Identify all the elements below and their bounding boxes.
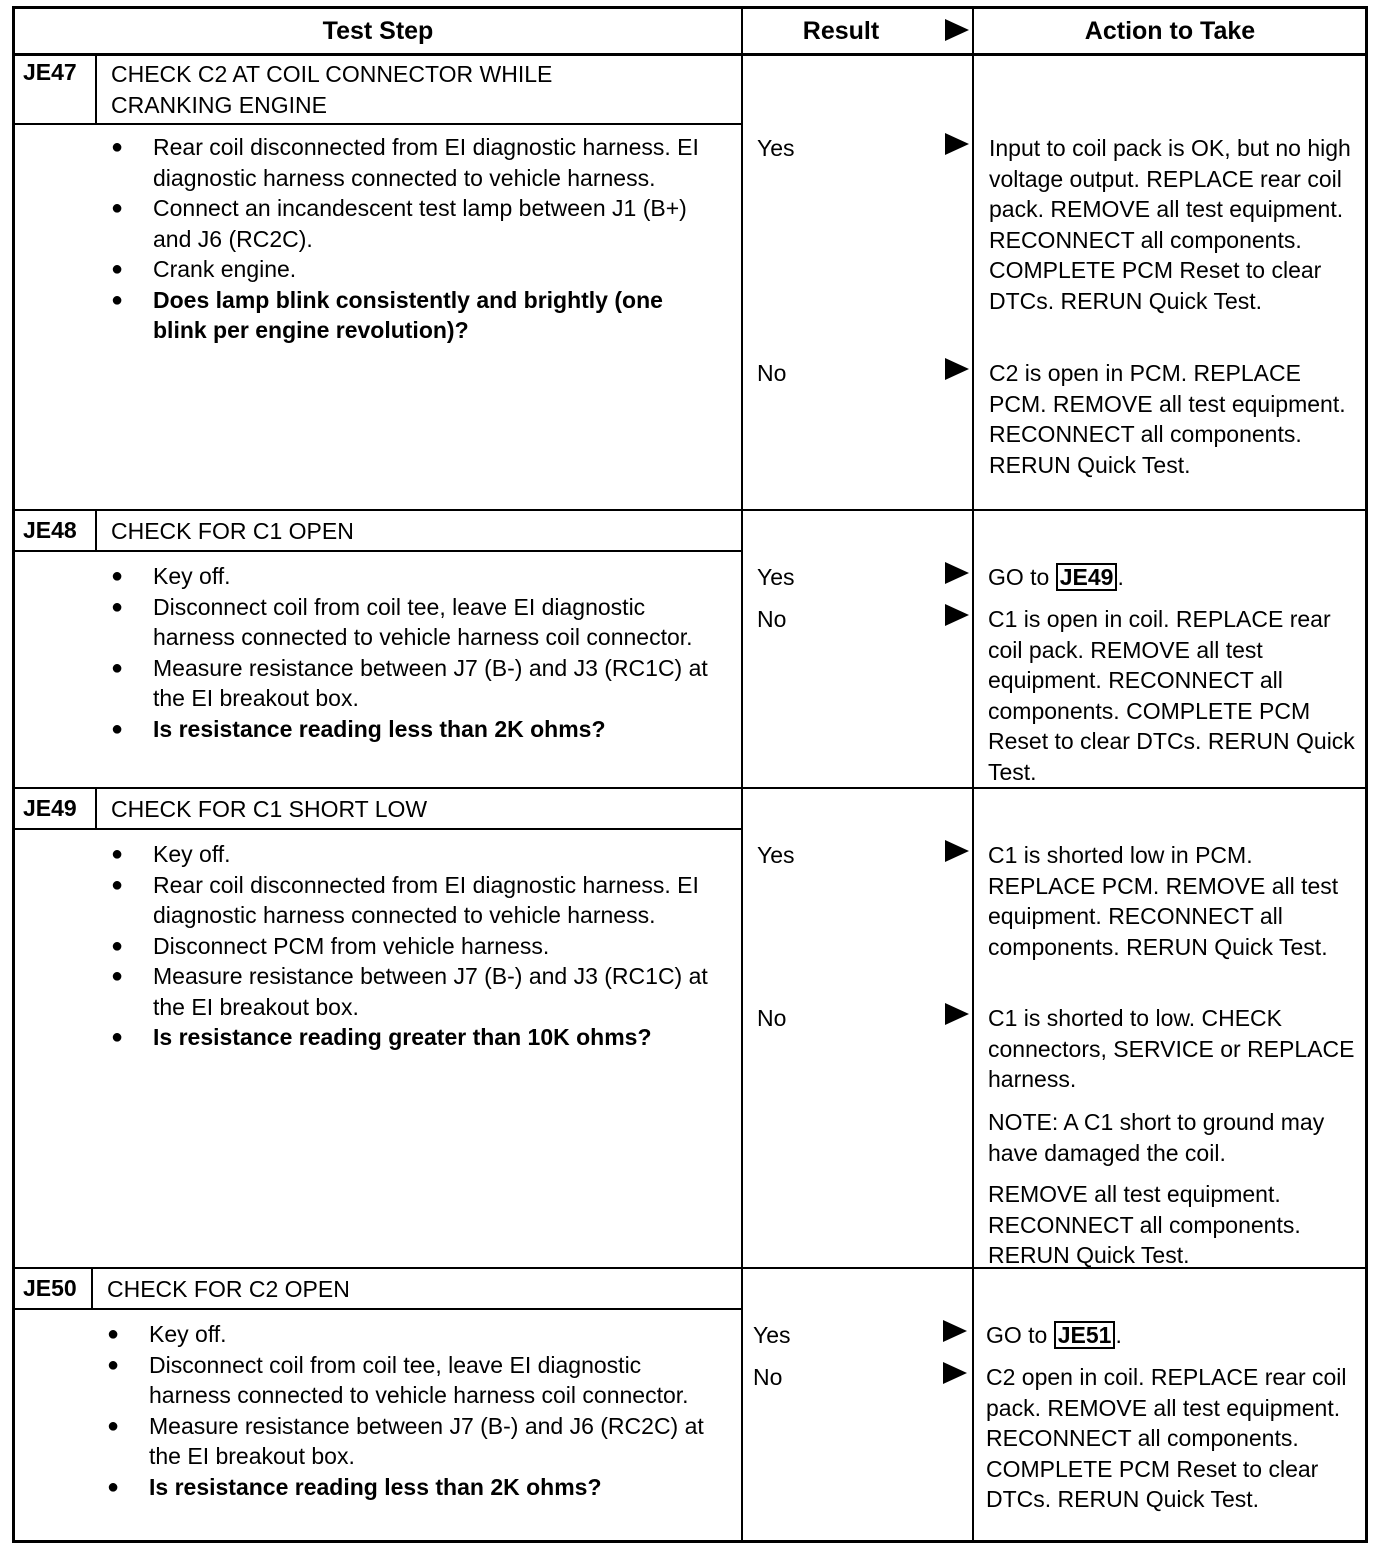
bullet-item: ● Rear coil disconnected from EI diagnostic harness. EI diagnostic harness connected to vehicle harness. <box>111 870 711 931</box>
step-title-line <box>15 123 741 125</box>
result-no: No <box>757 606 787 632</box>
step-bullets <box>111 132 711 346</box>
action-go-to-text: GO to <box>988 564 1050 590</box>
arrow-icon <box>945 1003 969 1025</box>
table-header <box>15 9 1365 56</box>
action-go-to-text: GO to <box>986 1322 1048 1348</box>
step-id: JE48 <box>23 517 77 543</box>
step-je47 <box>15 53 1365 509</box>
bullet-item: ● Key off. <box>107 1319 707 1350</box>
result-no: No <box>753 1364 783 1390</box>
action-note: NOTE: A C1 short to ground may have damaged the coil. <box>988 1109 1325 1166</box>
action-no: C1 is open in coil. REPLACE rear coil pack. REMOVE all test equipment. RECONNECT all components. COMPLETE PCM Reset to clear DTCs. RERUN Quick Test. <box>988 606 1355 785</box>
action-suffix: . <box>1115 1322 1122 1348</box>
step-id: JE50 <box>23 1275 77 1301</box>
header-result: Result <box>802 17 880 45</box>
arrow-icon <box>943 1362 967 1384</box>
step-bullets <box>111 561 711 744</box>
bullet-item: ● Measure resistance between J7 (B-) and J3 (RC1C) at the EI breakout box. <box>111 961 711 1022</box>
arrow-icon <box>943 1320 967 1342</box>
arrow-icon <box>945 604 969 626</box>
header-test-step: Test Step <box>322 17 434 45</box>
action-suffix: . <box>1117 564 1124 590</box>
bullet-item: ● Measure resistance between J7 (B-) and J6 (RC2C) at the EI breakout box. <box>107 1411 707 1472</box>
bullet-item: ● Crank engine. <box>111 254 711 285</box>
bullet-item: ● Connect an incandescent test lamp between J1 (B+) and J6 (RC2C). <box>111 193 711 254</box>
bullet-question: ● Is resistance reading greater than 10K ohms? <box>111 1022 711 1053</box>
action-yes <box>988 562 1366 593</box>
bullet-question: ● Does lamp blink consistently and brightly (one blink per engine revolution)? <box>111 285 711 346</box>
step-title-line <box>15 828 741 830</box>
action-no: C1 is shorted to low. CHECK connectors, SERVICE or REPLACE harness. <box>988 1005 1355 1092</box>
action-yes: Input to coil pack is OK, but no high voltage output. REPLACE rear coil pack. REMOVE all test equipment. RECONNECT all components. COMPLETE PCM Reset to clear DTCs. RERUN Quick Test. <box>989 135 1351 314</box>
result-no: No <box>757 360 787 386</box>
action-yes: C1 is shorted low in PCM. REPLACE PCM. REMOVE all test equipment. RECONNECT all components. RERUN Quick Test. <box>988 842 1339 960</box>
action-no: C2 open in coil. REPLACE rear coil pack. REMOVE all test equipment. RECONNECT all components. COMPLETE PCM Reset to clear DTCs. RERUN Quick Test. <box>986 1364 1347 1512</box>
bullet-item: ● Disconnect coil from coil tee, leave EI diagnostic harness connected to vehicle harness coil connector. <box>107 1350 707 1411</box>
diagnostic-table <box>12 6 1368 1543</box>
step-title: CHECK C2 AT COIL CONNECTOR WHILE CRANKING ENGINE <box>111 61 553 118</box>
action-extra: REMOVE all test equipment. RECONNECT all components. RERUN Quick Test. <box>988 1181 1301 1268</box>
step-je50 <box>15 1269 1365 1543</box>
step-title-line <box>15 1308 741 1310</box>
arrow-icon <box>945 358 969 380</box>
bullet-question: ● Is resistance reading less than 2K ohms? <box>107 1472 707 1503</box>
result-yes: Yes <box>757 842 795 868</box>
header-arrow-icon <box>945 19 969 41</box>
step-reference-link[interactable]: JE49 <box>1056 563 1118 591</box>
action-yes <box>986 1320 1361 1351</box>
step-reference-link[interactable]: JE51 <box>1054 1321 1116 1349</box>
result-no: No <box>757 1005 787 1031</box>
step-id: JE47 <box>23 59 77 85</box>
arrow-icon <box>945 562 969 584</box>
bullet-item: ● Rear coil disconnected from EI diagnostic harness. EI diagnostic harness connected to vehicle harness. <box>111 132 711 193</box>
bullet-item: ● Disconnect PCM from vehicle harness. <box>111 931 711 962</box>
result-yes: Yes <box>753 1322 791 1348</box>
bullet-question: ● Is resistance reading less than 2K ohms? <box>111 714 711 745</box>
bullet-item: ● Disconnect coil from coil tee, leave EI diagnostic harness connected to vehicle harness coil connector. <box>111 592 711 653</box>
result-yes: Yes <box>757 564 795 590</box>
action-no: C2 is open in PCM. REPLACE PCM. REMOVE all test equipment. RECONNECT all components. RERUN Quick Test. <box>989 360 1346 478</box>
step-title-line <box>15 550 741 552</box>
step-bullets <box>111 839 711 1053</box>
step-id-divider <box>91 1269 93 1308</box>
header-action: Action to Take <box>1084 17 1256 45</box>
arrow-icon <box>945 840 969 862</box>
step-title: CHECK FOR C1 OPEN <box>111 518 354 544</box>
step-title: CHECK FOR C1 SHORT LOW <box>111 796 428 822</box>
step-id: JE49 <box>23 795 77 821</box>
step-je49 <box>15 789 1365 1267</box>
step-bullets <box>107 1319 707 1502</box>
bullet-item: ● Key off. <box>111 839 711 870</box>
step-id-divider <box>95 511 97 550</box>
step-title: CHECK FOR C2 OPEN <box>107 1276 350 1302</box>
result-yes: Yes <box>757 135 795 161</box>
step-id-divider <box>95 789 97 828</box>
step-je48 <box>15 511 1365 787</box>
arrow-icon <box>945 133 969 155</box>
bullet-item: ● Key off. <box>111 561 711 592</box>
bullet-item: ● Measure resistance between J7 (B-) and J3 (RC1C) at the EI breakout box. <box>111 653 711 714</box>
step-id-divider <box>95 53 97 123</box>
